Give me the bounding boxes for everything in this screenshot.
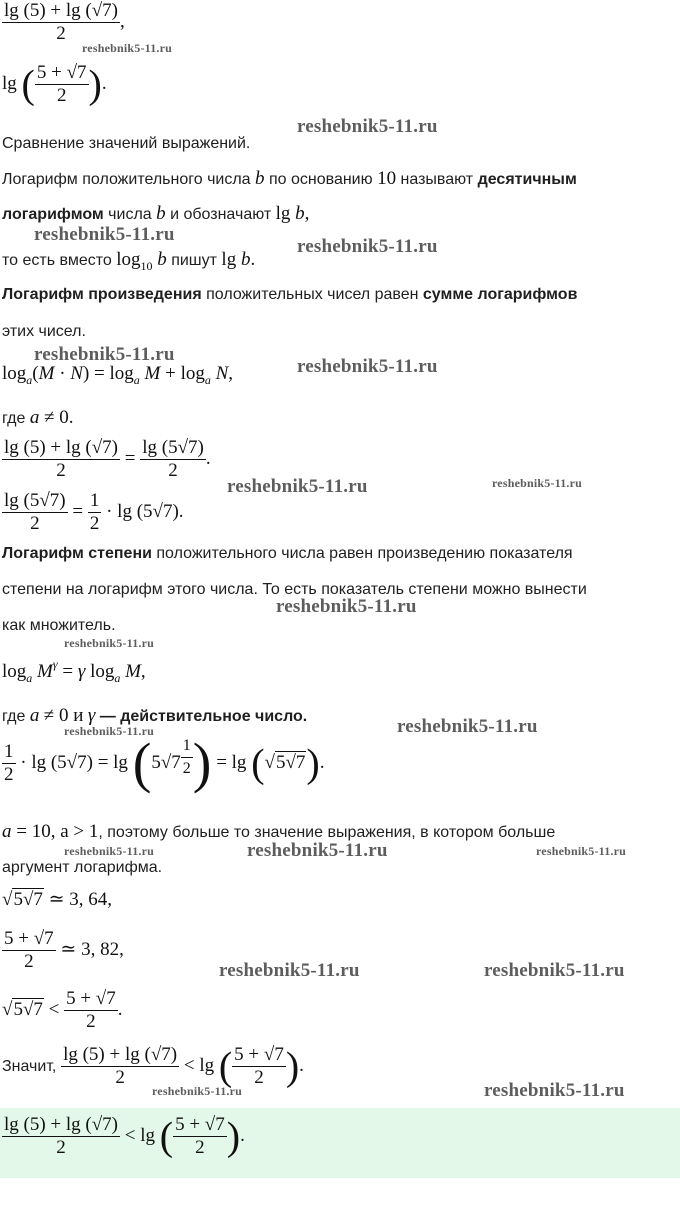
formula-fraction-approx: $\frac{5 + √7}{2}$ ≃ 3, 82, <box>4 928 124 972</box>
watermark: reshebnik5-11.ru <box>297 116 438 137</box>
watermark: reshebnik5-11.ru <box>152 1084 242 1098</box>
product-rule-line1: Логарифм произведения положительных чисел равен сумме логарифмов <box>2 286 578 303</box>
watermark: reshebnik5-11.ru <box>276 596 417 617</box>
formula-sqrt-approx: √5√7 ≃ 3, 64, <box>2 889 113 910</box>
decimal-log-line3: то есть вместо $\log_{10} b$ пишут lg b. <box>2 249 256 273</box>
formula-factor-half: $\frac{\lg (5√7)}{2}$ = $\frac{1}{2}$ · lg (5√7). <box>4 490 184 534</box>
answer-formula: $\frac{\lg (5) + \lg (√7)}{2}$ < lg ( $\frac{5 + √7}{2}$ ). <box>4 1113 245 1159</box>
formula-compare: √5√7 < $\frac{5 + √7}{2}$ . <box>2 988 123 1032</box>
watermark: reshebnik5-11.ru <box>536 844 626 858</box>
watermark: reshebnik5-11.ru <box>247 840 388 861</box>
power-rule-formula: $\log_a M^\gamma = \gamma$ $\log_a M$, <box>2 657 146 685</box>
watermark: reshebnik5-11.ru <box>492 476 582 490</box>
watermark: reshebnik5-11.ru <box>484 960 625 981</box>
comparison-heading: Сравнение значений выражений. <box>2 135 251 152</box>
condition-line: где a ≠ 0. <box>2 407 74 428</box>
product-rule-formula: $\log_a(M \cdot N) = \log_a M + \log_a N$, <box>2 363 234 387</box>
fraction: $\frac{5 + √7}{2}$ <box>36 62 87 106</box>
formula-lg-of-fraction: lg ( $\frac{5 + √7}{2}$ ). <box>2 61 107 107</box>
fraction <box>2 0 120 45</box>
watermark: reshebnik5-11.ru <box>227 476 368 497</box>
watermark: reshebnik5-11.ru <box>34 344 175 365</box>
watermark: reshebnik5-11.ru <box>484 1080 625 1101</box>
watermark: reshebnik5-11.ru <box>64 724 154 738</box>
product-rule-line2: этих чисел. <box>2 323 86 340</box>
power-rule-line3: как множитель. <box>2 617 116 634</box>
watermark: reshebnik5-11.ru <box>82 41 172 55</box>
watermark: reshebnik5-11.ru <box>397 716 538 737</box>
watermark: reshebnik5-11.ru <box>34 224 175 245</box>
formula-conclusion: Значит, $\frac{\lg (5) + \lg (√7)}{2}$ < lg ( $\frac{5 + √7}{2}$ ). <box>2 1043 304 1089</box>
watermark: reshebnik5-11.ru <box>297 236 438 257</box>
decimal-log-line2: логарифмом числа b и обозначают lg b, <box>2 203 310 224</box>
watermark: reshebnik5-11.ru <box>219 960 360 981</box>
power-rule-line1: Логарифм степени положительного числа равен произведению показателя <box>2 545 573 562</box>
numerator: lg (5) + lg (√7) <box>4 0 119 21</box>
power-rule-line2: степени на логарифм этого числа. То есть показатель степени можно вынести <box>2 581 587 598</box>
formula-sum-over-two: $\frac{\lg (5) + \lg (√7)}{2}$ , <box>4 0 125 44</box>
watermark: reshebnik5-11.ru <box>64 844 154 858</box>
formula-half-to-sqrt: $\frac{1}{2}$ · lg (5√7) = lg (5√7 $\frac{1}{2}$ ) = lg (√5√7). <box>4 732 325 795</box>
denominator: 2 <box>56 23 66 44</box>
base-condition-line2: аргумент логарифма. <box>2 859 163 876</box>
answer-highlight <box>0 1108 680 1178</box>
decimal-log-line1: Логарифм положительного числа b по основанию 10 называют десятичным <box>2 168 577 189</box>
base-condition-line1: a = 10, a > 1, поэтому больше то значение выражения, в котором больше <box>2 821 556 842</box>
formula-combine-logs: $\frac{\lg (5) + \lg (√7)}{2}$ = $\frac{\lg (5√7)}{2}$ . <box>4 437 211 481</box>
watermark: reshebnik5-11.ru <box>64 636 154 650</box>
power-condition-line: где a ≠ 0 и γ — действительное число. <box>2 705 308 726</box>
watermark: reshebnik5-11.ru <box>297 356 438 377</box>
